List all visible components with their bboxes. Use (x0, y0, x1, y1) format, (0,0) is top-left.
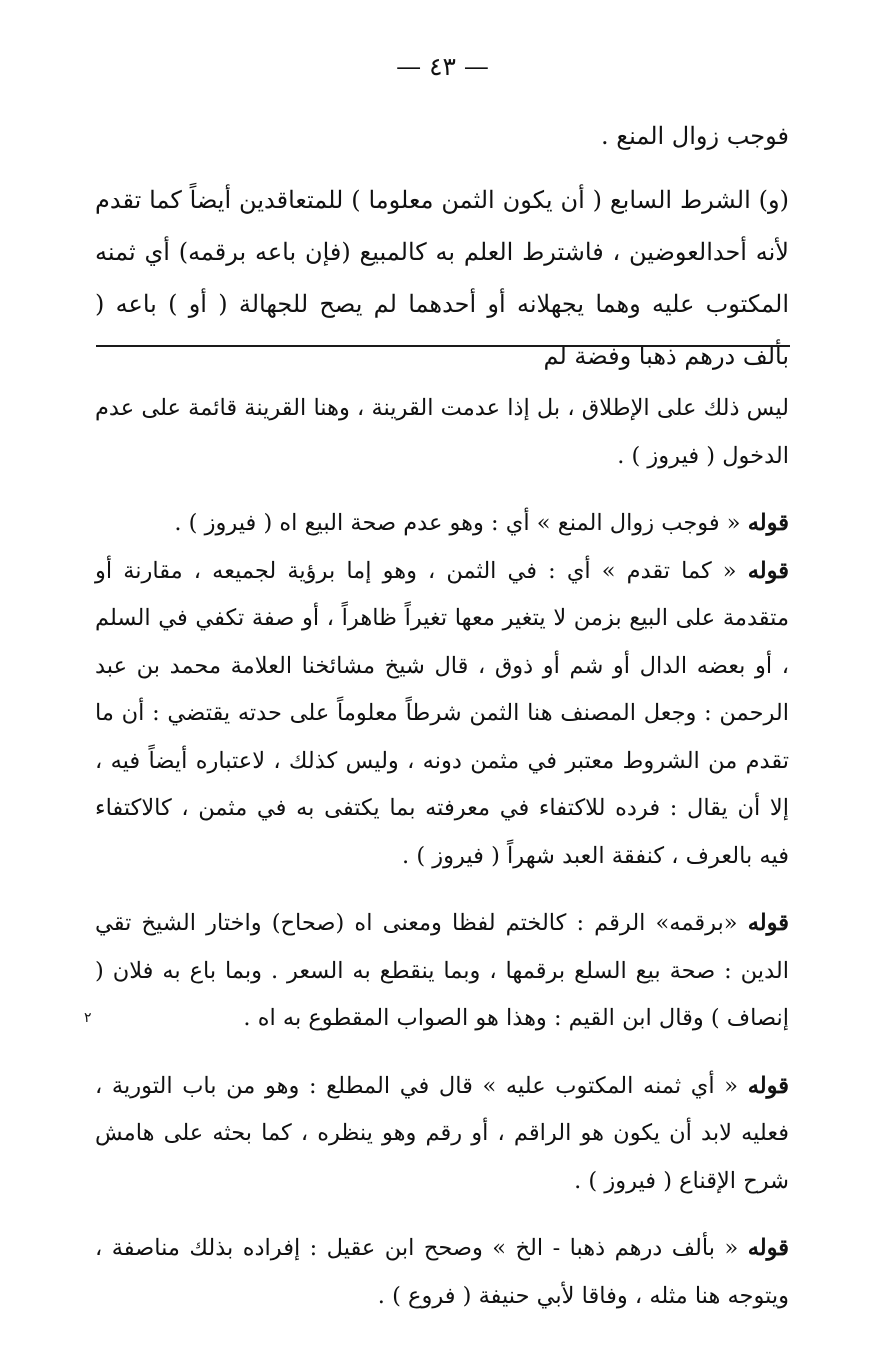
footnote-lead: قوله (747, 510, 789, 536)
footnote-text: « بألف درهم ذهبا - الخ » وصحح ابن عقيل : إفراده بذلك مناصفة ، ويتوجه هنا مثله ، وفاقا لأبي حنيفة ( فروع ) . (95, 1235, 789, 1309)
footnote (95, 385, 789, 480)
footnote-text: ليس ذلك على الإطلاق ، بل إذا عدمت القرينة ، وهنا القرينة قائمة على عدم الدخول ( فيروز ) . (95, 395, 789, 469)
footnote-text: «برقمه» الرقم : كالختم لفظا ومعنى اه (صحاح) واختار الشيخ تقي الدين : صحة بيع السلع برقمها ، وبما ينقطع به السعر . وبما باع به فلان ( إنصاف ) وقال ابن القيم : وهذا هو الصواب المقطوع به اه . (95, 910, 789, 1031)
footnote-lead: قوله (747, 1235, 789, 1261)
footnote (95, 548, 789, 881)
footnote-text: « أي ثمنه المكتوب عليه » قال في المطلع : وهو من باب التورية ، فعليه لابد أن يكون هو الراقم ، أو رقم وهو ينظره ، كما بحثه على هامش شرح الإقناع ( فيروز ) . (95, 1072, 789, 1194)
margin-mark: ٢ (84, 1010, 92, 1026)
page-number: — ٤٣ — (396, 52, 489, 81)
footnote-divider (96, 345, 790, 347)
footnote (95, 1063, 789, 1206)
footnote-lead: قوله (747, 557, 789, 584)
footnote-text: « كما تقدم » أي : في الثمن ، وهو إما برؤية لجميعه ، مقارنة أو متقدمة على البيع بزمن لا يتغير معها تغيراً ظاهراً ، أو صفة تكفي في السلم ، أو بعضه الدال أو شم أو ذوق ، قال شيخ مشائخنا العلامة محمد بن عبد الرحمن : وجعل المصنف هنا الثمن شرطاً معلوماً على حدته يقتضي : أن ما تقدم من الشروط معتبر في مثمن دونه ، وليس كذلك ، لاعتباره أيضاً فيه ، إلا أن يقال : فرده للاكتفاء في معرفته بما يكتفى به في مثمن ، كالاكتفاء فيه بالعرف ، كنفقة العبد شهراً ( فيروز ) . (95, 557, 789, 869)
footnotes (95, 385, 789, 1320)
main-paragraph: (و) الشرط السابع ( أن يكون الثمن معلوما ) للمتعاقدين أيضاً كما تقدم لأنه أحدالعوضين ، فاشترط العلم به كالمبيع (فإن باعه برقمه) أي ثمنه المكتوب عليه وهما يجهلانه أو أحدهما لم يصح للجهالة ( أو ) باعه ( بألف درهم ذهبا وفضة لم (95, 186, 789, 370)
footnote (95, 1225, 789, 1320)
footnote (95, 900, 789, 1043)
main-paragraph: فوجب زوال المنع . (601, 122, 789, 150)
footnote-lead: قوله (747, 1072, 789, 1099)
footnote (95, 500, 789, 548)
main-text (95, 110, 789, 382)
footnote-text: « فوجب زوال المنع » أي : وهو عدم صحة البيع اه ( فيروز ) . (174, 510, 748, 536)
footnote-lead: قوله (747, 910, 789, 936)
